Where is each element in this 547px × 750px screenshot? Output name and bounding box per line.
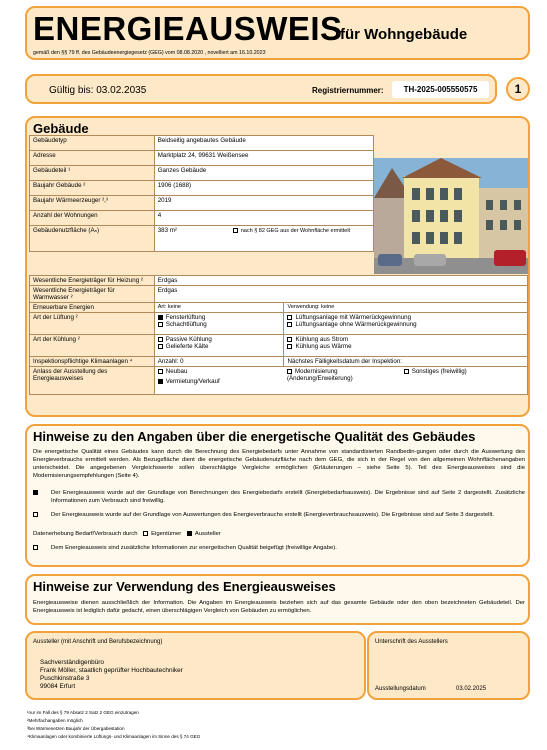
vent-col1 — [154, 313, 284, 335]
hints-item-additional — [33, 544, 525, 552]
issuer-line2: Frank Möller, staatlich geprüfter Hochbautechniker — [40, 667, 183, 674]
page-number: 1 — [514, 82, 522, 96]
cool-electric-checkbox[interactable] — [287, 337, 292, 342]
issue-date-label: Ausstellungsdatum — [375, 686, 426, 692]
vent-shaft: Schachtlüftung — [165, 321, 207, 328]
hints-quality-section — [25, 424, 530, 567]
area-cell — [154, 226, 373, 252]
reason-col1 — [154, 367, 284, 395]
energy-heating-label: Wesentliche Energieträger für Heizung ² — [30, 276, 155, 286]
footnote-3: ³bei Wärmenetzen Baujahr der Übergabestation — [27, 726, 125, 731]
reason-other: Sonstiges (freiwillig) — [411, 368, 467, 375]
building-row-label: Baujahr Wärmeerzeuger ²,³ — [30, 196, 155, 211]
additional-text: Dem Energieausweis sind zusätzliche Informationen zur energetischen Qualität beigefügt (freiwillige Angabe). — [51, 545, 337, 551]
vent-window-checkbox[interactable] — [158, 315, 163, 320]
signature-label: Unterschrift des Ausstellers — [375, 639, 448, 645]
cool-delivered: Gelieferte Kälte — [165, 343, 209, 350]
legal-basis: gemäß den §§ 79 ff. des Gebäudeenergiegesetz (GEG) vom 08.08.2020 , novelliert am 16.10.2023 — [33, 50, 266, 56]
ventilation-label: Art der Lüftung ² — [30, 313, 155, 335]
cool-electric: Kühlung aus Strom — [295, 336, 349, 343]
vent-with-recovery: Lüftungsanlage mit Wärmerückgewinnung — [295, 314, 412, 321]
hints-usage-section — [25, 574, 530, 625]
document-title: ENERGIEAUSWEIS — [33, 10, 343, 47]
issuer-address — [40, 659, 183, 691]
document-subtitle: für Wohngebäude — [340, 26, 468, 43]
area-label: Gebäudenutzfläche (Aₙ) — [30, 226, 155, 252]
reason-new-checkbox[interactable] — [158, 369, 163, 374]
page-number-badge — [506, 77, 530, 101]
cool-col1 — [154, 335, 284, 357]
footnotes — [27, 709, 200, 741]
area-note: nach § 82 GEG aus der Wohnfläche ermittelt — [240, 228, 351, 234]
vent-col2 — [284, 313, 528, 335]
hints-quality-heading: Hinweise zu den Angaben über die energetische Qualität des Gebäudes — [33, 429, 476, 444]
signature-box — [367, 631, 530, 700]
cool-delivered-checkbox[interactable] — [158, 344, 163, 349]
energy-water-label: Wesentliche Energieträger für Warmwasser ² — [30, 286, 155, 303]
consumption-checkbox[interactable] — [33, 512, 38, 517]
owner-label: Eigentümer — [151, 531, 182, 537]
energy-heating-value: Erdgas — [154, 276, 527, 286]
inspection-label: Inspektionspflichtige Klimaanlagen ⁴ — [30, 357, 155, 367]
vent-without-recovery-checkbox[interactable] — [287, 322, 292, 327]
cool-heat: Kühlung aus Wärme — [295, 343, 352, 350]
inspection-next: Nächstes Fälligkeitsdatum der Inspektion: — [284, 357, 528, 367]
building-row-label: Gebäudeteil ¹ — [30, 166, 155, 181]
renewable-art: Art: keine — [154, 303, 284, 313]
reason-other-checkbox[interactable] — [404, 369, 409, 374]
building-row-label: Adresse — [30, 151, 155, 166]
issuer-checkbox[interactable] — [187, 531, 192, 536]
area-note-checkbox[interactable] — [233, 228, 238, 233]
building-row-label: Gebäudetyp — [30, 136, 155, 151]
building-table — [29, 135, 374, 252]
demand-checkbox[interactable] — [33, 490, 38, 495]
cool-passive-checkbox[interactable] — [158, 337, 163, 342]
hints-usage-heading: Hinweise zur Verwendung des Energieausweises — [33, 579, 336, 594]
consumption-text: Der Energieausweis wurde auf der Grundlage von Auswertungen des Energieverbrauchs erstellt (Energieverbrauchsausweis). Die Ergebnisse sind auf Seite 3 dargestellt. — [51, 512, 495, 518]
building-heading: Gebäude — [33, 121, 89, 136]
valid-until: Gültig bis: 03.02.2035 — [49, 85, 147, 96]
reason-rent: Vermietung/Verkauf — [165, 378, 220, 385]
area-value: 383 m² — [157, 227, 177, 234]
demand-text: Der Energieausweis wurde auf der Grundlage von Berechnungen des Energiebedarfs erstellt (Energiebedarfsausweis). Die Ergebnisse sind auf Seite 2 dargestellt. Zusätzliche Informationen zum Verbrauch sind freiwillig. — [51, 490, 525, 504]
area-note-wrap — [233, 228, 363, 234]
datasource-row — [33, 530, 221, 538]
reason-modern-checkbox[interactable] — [287, 369, 292, 374]
building-row-value: 2019 — [154, 196, 373, 211]
hints-item-consumption — [33, 511, 525, 519]
building-row-value: 1906 (1688) — [154, 181, 373, 196]
issuer-line3: Puschkinstraße 3 — [40, 675, 90, 682]
vent-without-recovery: Lüftungsanlage ohne Wärmerückgewinnung — [295, 321, 417, 328]
energy-water-value: Erdgas — [154, 286, 527, 303]
reason-label: Anlass der Ausstellung des Energieausweises — [30, 367, 155, 395]
vent-shaft-checkbox[interactable] — [158, 322, 163, 327]
header-box — [25, 6, 530, 60]
registration-label: Registriernummer: — [312, 86, 384, 95]
hints-quality-intro: Die energetische Qualität eines Gebäudes kann durch die Berechnung des Energiebedarfs unter Annahme von standardisierten Randbedin-gungen oder durch die Auswertung des Energieverbrauchs ermittelt werden. Als Bezugsfläche dient die energetische Gebäudenutzfläche nach dem GEG, die sich in der Regel von den allgemeinen Wohnflächenangaben unterscheidet. Die angegebenen Vergleichswerte sollen überschlägige Vergleiche ermöglichen (Erläuterungen – siehe Seite 5). Teil des Energieausweises sind die Modernisierungsempfehlungen (Seite 4). — [33, 449, 525, 479]
issuer-line1: Sachverständigenbüro — [40, 659, 104, 666]
issuer-label: Aussteller — [194, 531, 221, 537]
validity-bar — [25, 74, 497, 104]
issue-date-value: 03.02.2025 — [456, 686, 487, 692]
reason-col2 — [284, 367, 528, 395]
cool-col2 — [284, 335, 528, 357]
footnote-4: ⁴Klimaanlagen oder kombinierte Lüftungs- und Klimaanlagen im Sinne des § 74 GEG — [27, 734, 201, 739]
owner-checkbox[interactable] — [143, 531, 148, 536]
footnote-2: ²Mehrfachangaben möglich — [27, 718, 83, 723]
cool-passive: Passive Kühlung — [165, 336, 212, 343]
building-photo — [374, 158, 528, 274]
inspection-count: Anzahl: 0 — [154, 357, 284, 367]
building-row-value: 4 — [154, 211, 373, 226]
hints-item-demand — [33, 489, 525, 505]
building-row-value: Marktplatz 24, 99631 Weißensee — [154, 151, 373, 166]
renewable-use: Verwendung: keine — [284, 303, 528, 313]
building-row-label: Baujahr Gebäude ² — [30, 181, 155, 196]
cool-heat-checkbox[interactable] — [287, 344, 292, 349]
footnote-1: ¹nur im Fall des § 79 Absatz 2 Satz 2 GEG einzutragen — [27, 710, 139, 715]
building-row-label: Anzahl der Wohnungen — [30, 211, 155, 226]
vent-window: Fensterlüftung — [165, 314, 206, 321]
building-photo-svg — [374, 158, 528, 274]
building-table-lower — [29, 275, 528, 395]
vent-with-recovery-checkbox[interactable] — [287, 315, 292, 320]
additional-checkbox[interactable] — [33, 545, 38, 550]
issuer-label: Aussteller (mit Anschrift und Berufsbezeichnung) — [33, 639, 163, 645]
issuer-line4: 99084 Erfurt — [40, 683, 76, 690]
issuer-box — [25, 631, 366, 700]
datasource-label: Datenerhebung Bedarf/Verbrauch durch — [33, 531, 138, 537]
cooling-label: Art der Kühlung ² — [30, 335, 155, 357]
hints-usage-text: Energieausweise dienen ausschließlich der Information. Die Angaben im Energieausweis beziehen sich auf das gesamte Gebäude oder den oben bezeichneten Gebäudeteil. Der Energieausweis ist lediglich dafür gedacht, einen überschlägigen Vergleich von Gebäuden zu ermöglichen. — [33, 600, 525, 614]
building-row-value: Beidseitig angebautes Gebäude — [154, 136, 373, 151]
reason-rent-checkbox[interactable] — [158, 379, 163, 384]
registration-number: TH-2025-005550575 — [392, 81, 489, 98]
reason-modern: Modernisierung (Änderung/Erweiterung) — [286, 368, 353, 382]
building-row-value: Ganzes Gebäude — [154, 166, 373, 181]
reason-new: Neubau — [165, 368, 188, 375]
renewable-label: Erneuerbare Energien — [30, 303, 155, 313]
